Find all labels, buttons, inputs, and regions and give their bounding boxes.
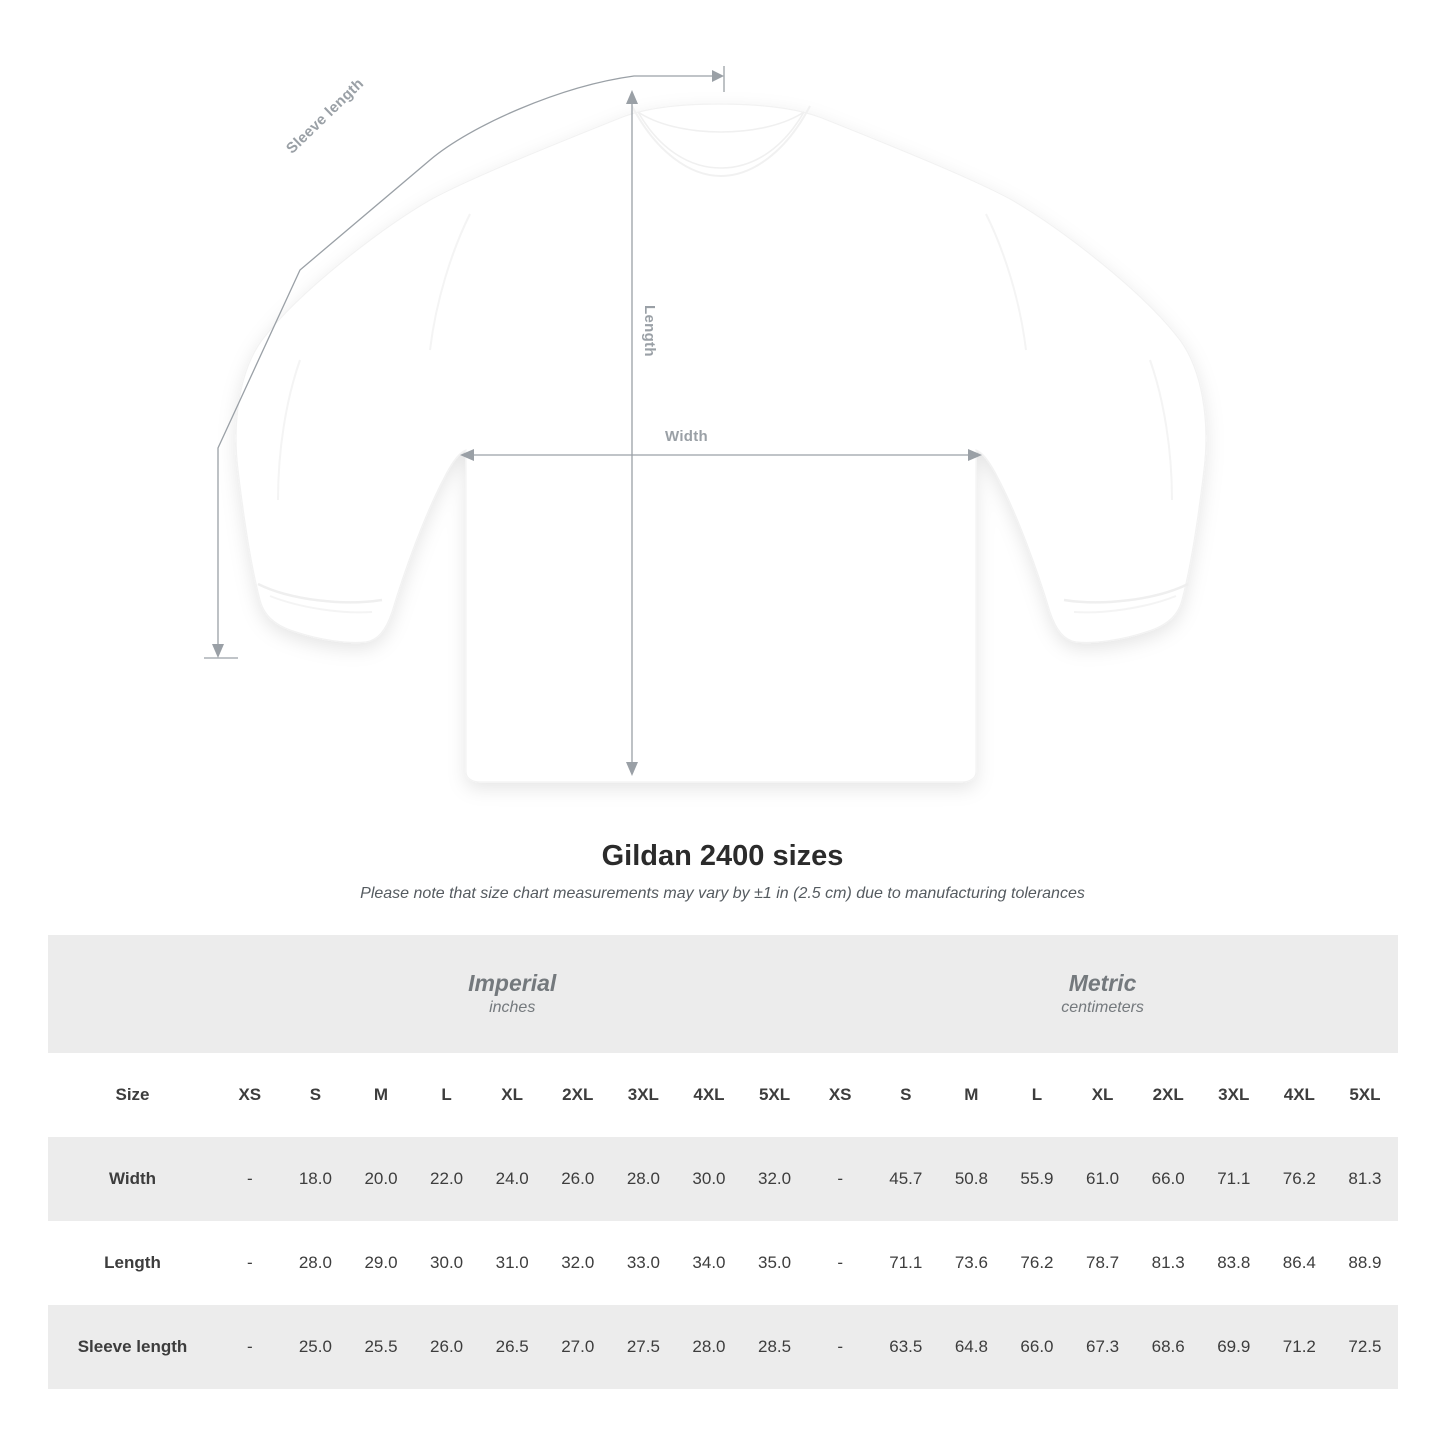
- cell: 29.0: [348, 1221, 414, 1305]
- shirt-shape: [236, 104, 1206, 782]
- size-col-header: 2XL: [1135, 1053, 1201, 1137]
- size-col-header: 4XL: [1267, 1053, 1333, 1137]
- cell: -: [807, 1137, 873, 1221]
- cell: 50.8: [939, 1137, 1005, 1221]
- title-block: [0, 840, 1445, 903]
- unit-group-imperial: [217, 935, 807, 1053]
- size-col-header: 4XL: [676, 1053, 742, 1137]
- cell: 71.1: [1201, 1137, 1267, 1221]
- cell: 71.2: [1267, 1305, 1333, 1389]
- cell: 30.0: [414, 1221, 480, 1305]
- cell: -: [217, 1305, 283, 1389]
- cell: 76.2: [1004, 1221, 1070, 1305]
- cell: -: [217, 1221, 283, 1305]
- cell: 83.8: [1201, 1221, 1267, 1305]
- size-col-header: S: [283, 1053, 349, 1137]
- cell: 26.0: [545, 1137, 611, 1221]
- size-col-header: M: [939, 1053, 1005, 1137]
- cell: 88.9: [1332, 1221, 1398, 1305]
- size-col-header: L: [414, 1053, 480, 1137]
- cell: 86.4: [1267, 1221, 1333, 1305]
- cell: 27.5: [611, 1305, 677, 1389]
- table-row: [48, 1305, 1398, 1389]
- size-table: [48, 935, 1398, 1389]
- cell: 64.8: [939, 1305, 1005, 1389]
- size-col-header: XL: [1070, 1053, 1136, 1137]
- cell: 55.9: [1004, 1137, 1070, 1221]
- size-header-row: [48, 1053, 1398, 1137]
- cell: 78.7: [1070, 1221, 1136, 1305]
- size-col-header: 5XL: [742, 1053, 808, 1137]
- cell: 25.0: [283, 1305, 349, 1389]
- row-label-sleeve-length: Sleeve length: [48, 1305, 217, 1389]
- unit-group-metric: [807, 935, 1397, 1053]
- table-row: [48, 1221, 1398, 1305]
- cell: -: [807, 1305, 873, 1389]
- size-col-header: S: [873, 1053, 939, 1137]
- size-col-header: 2XL: [545, 1053, 611, 1137]
- cell: 81.3: [1135, 1221, 1201, 1305]
- cell: 61.0: [1070, 1137, 1136, 1221]
- cell: 66.0: [1135, 1137, 1201, 1221]
- unit-header-row: [48, 935, 1398, 1053]
- cell: 69.9: [1201, 1305, 1267, 1389]
- cell: 71.1: [873, 1221, 939, 1305]
- unit-imperial-name: Imperial: [468, 970, 557, 997]
- cell: 67.3: [1070, 1305, 1136, 1389]
- cell: 28.0: [676, 1305, 742, 1389]
- size-table-wrapper: [48, 935, 1397, 1389]
- unit-imperial-sub: inches: [489, 998, 536, 1016]
- unit-metric-name: Metric: [1068, 970, 1137, 997]
- cell: 25.5: [348, 1305, 414, 1389]
- cell: 35.0: [742, 1221, 808, 1305]
- cell: 22.0: [414, 1137, 480, 1221]
- cell: 72.5: [1332, 1305, 1398, 1389]
- cell: 28.0: [611, 1137, 677, 1221]
- cell: 34.0: [676, 1221, 742, 1305]
- cell: 18.0: [283, 1137, 349, 1221]
- cell: 26.0: [414, 1305, 480, 1389]
- cell: 73.6: [939, 1221, 1005, 1305]
- size-col-header: 3XL: [1201, 1053, 1267, 1137]
- cell: 28.5: [742, 1305, 808, 1389]
- unit-metric-sub: centimeters: [1061, 998, 1144, 1016]
- size-header-label: Size: [48, 1053, 217, 1137]
- sleeve-length-label: Sleeve length: [283, 75, 368, 158]
- size-col-header: L: [1004, 1053, 1070, 1137]
- cell: 81.3: [1332, 1137, 1398, 1221]
- size-col-header: XS: [807, 1053, 873, 1137]
- cell: 24.0: [479, 1137, 545, 1221]
- size-col-header: XL: [479, 1053, 545, 1137]
- tolerance-note: Please note that size chart measurements may vary by ±1 in (2.5 cm) due to manufacturing tolerances: [360, 885, 1085, 902]
- page-title: Gildan 2400 sizes: [601, 840, 844, 872]
- length-label: Length: [641, 305, 658, 357]
- cell: 32.0: [742, 1137, 808, 1221]
- cell: 20.0: [348, 1137, 414, 1221]
- unit-spacer: [48, 935, 217, 1053]
- size-col-header: 5XL: [1332, 1053, 1398, 1137]
- size-col-header: M: [348, 1053, 414, 1137]
- cell: 45.7: [873, 1137, 939, 1221]
- table-row: [48, 1137, 1398, 1221]
- cell: -: [807, 1221, 873, 1305]
- cell: 28.0: [283, 1221, 349, 1305]
- cell: 30.0: [676, 1137, 742, 1221]
- size-col-header: 3XL: [611, 1053, 677, 1137]
- cell: 76.2: [1267, 1137, 1333, 1221]
- cell: 31.0: [479, 1221, 545, 1305]
- cell: 26.5: [479, 1305, 545, 1389]
- row-label-length: Length: [48, 1221, 217, 1305]
- row-label-width: Width: [48, 1137, 217, 1221]
- cell: -: [217, 1137, 283, 1221]
- cell: 33.0: [611, 1221, 677, 1305]
- cell: 32.0: [545, 1221, 611, 1305]
- cell: 27.0: [545, 1305, 611, 1389]
- cell: 68.6: [1135, 1305, 1201, 1389]
- cell: 63.5: [873, 1305, 939, 1389]
- cell: 66.0: [1004, 1305, 1070, 1389]
- width-label: Width: [665, 428, 709, 445]
- size-col-header: XS: [217, 1053, 283, 1137]
